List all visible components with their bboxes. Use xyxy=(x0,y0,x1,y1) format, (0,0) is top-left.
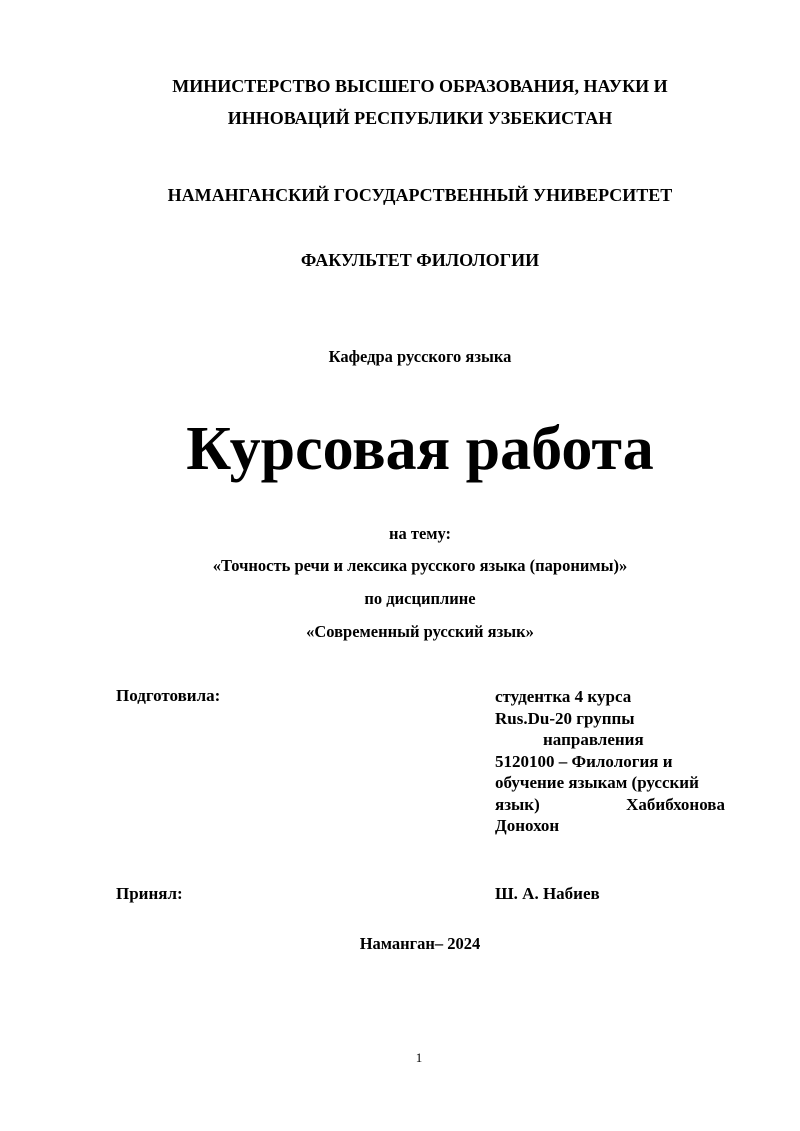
city-year: Наманган– 2024 xyxy=(359,934,481,953)
student-direction-name: обучение языкам (русский xyxy=(495,773,699,792)
topic-label: на тему: xyxy=(388,524,452,543)
discipline-text: «Современный русский язык» xyxy=(306,622,534,641)
topic-text: «Точность речи и лексика русского языка (паронимы)» xyxy=(212,556,628,575)
discipline-label: по дисциплине xyxy=(364,589,476,608)
document-title: Курсовая работа xyxy=(186,415,654,483)
page-number: 1 xyxy=(415,1050,423,1065)
ministry-title-line2: ИННОВАЦИЙ РЕСПУБЛИКИ УЗБЕКИСТАН xyxy=(227,108,613,128)
student-surname: Хабибхонова xyxy=(626,794,725,814)
prepared-by-label: Подготовила: xyxy=(116,686,221,705)
student-direction-end: язык) xyxy=(495,794,540,814)
student-info xyxy=(495,686,725,837)
student-course: студентка 4 курса xyxy=(495,687,632,706)
student-direction-code: 5120100 – Филология и xyxy=(495,751,673,771)
student-direction-label: направления xyxy=(543,730,644,749)
university-name: НАМАНГАНСКИЙ ГОСУДАРСТВЕННЫЙ УНИВЕРСИТЕТ xyxy=(167,185,673,205)
department-name: Кафедра русского языка xyxy=(328,347,512,366)
faculty-name: ФАКУЛЬТЕТ ФИЛОЛОГИИ xyxy=(300,250,540,270)
teacher-name: Ш. А. Набиев xyxy=(495,884,600,903)
student-name-row xyxy=(495,794,725,816)
ministry-title-line1: МИНИСТЕРСТВО ВЫСШЕГО ОБРАЗОВАНИЯ, НАУКИ И xyxy=(172,76,668,96)
accepted-by-label: Принял: xyxy=(116,884,183,903)
student-firstname: Донохон xyxy=(495,816,560,835)
student-group: Rus.Du-20 группы xyxy=(495,708,635,728)
